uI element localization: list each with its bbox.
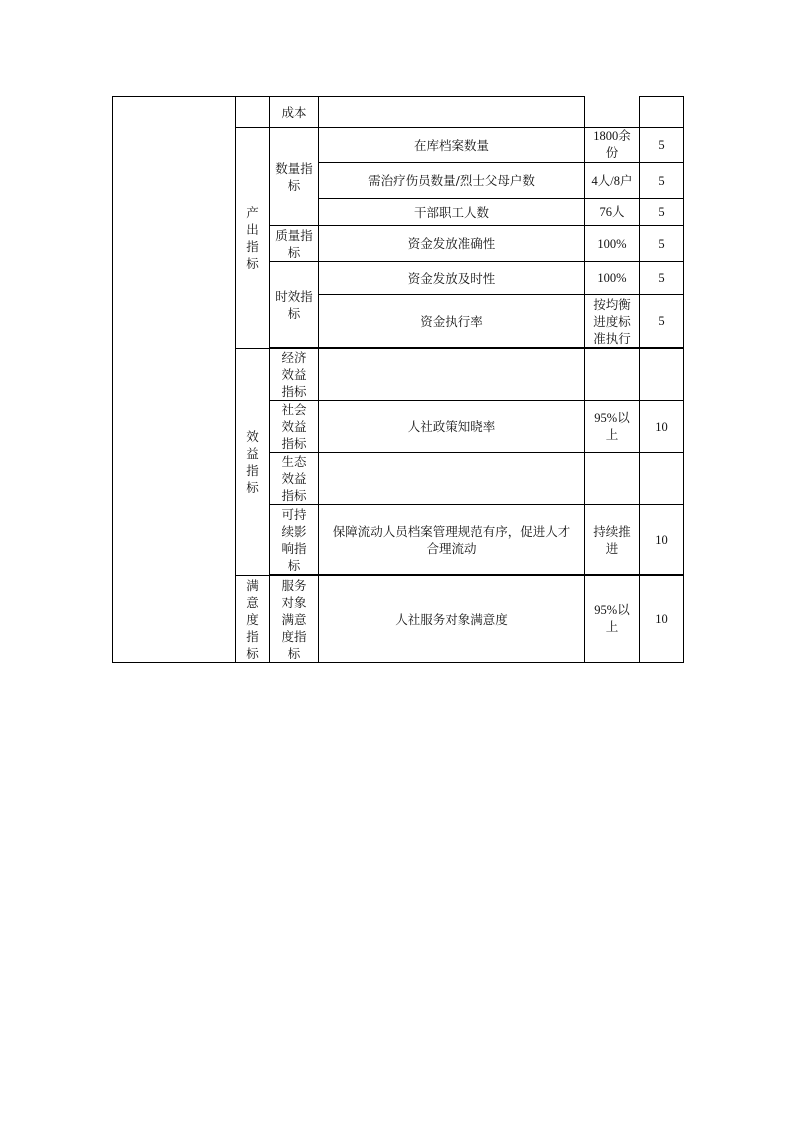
indicator-score: 5 (658, 205, 665, 219)
indicator-value: 4人/8户 (591, 173, 633, 188)
indicator-name: 人社政策知晓率 (407, 419, 496, 434)
indicator-name-cell (319, 199, 585, 226)
indicator-value: 76人 (599, 205, 625, 219)
l3-cell-quality (270, 226, 319, 262)
indicator-name-cell (319, 226, 585, 262)
value-cell (585, 401, 640, 453)
indicator-name-cell (319, 505, 585, 575)
score-cell (640, 505, 684, 575)
l3-label: 数量指标 (275, 160, 313, 193)
indicator-score: 10 (655, 612, 668, 626)
score-cell (640, 163, 684, 199)
l1-label: 产出指标 (246, 205, 259, 271)
table-row (113, 97, 684, 128)
l3-label: 生态效益指标 (281, 454, 307, 503)
value-cell (585, 349, 640, 401)
l1-cell-output (236, 128, 270, 349)
l3-cell-satisfaction (270, 576, 319, 663)
indicator-score: 5 (658, 173, 665, 188)
indicator-name: 在库档案数量 (413, 137, 489, 153)
value-cell (585, 199, 640, 226)
value-cell (585, 262, 640, 295)
l3-cell-quantity (270, 128, 319, 226)
score-cell (640, 97, 684, 128)
l3-label: 成本 (281, 104, 307, 120)
value-cell (585, 505, 640, 575)
indicator-value: 100% (597, 236, 627, 251)
score-cell (640, 401, 684, 453)
indicator-name-cell (319, 295, 585, 348)
l3-cell-social (270, 401, 319, 453)
score-cell (640, 226, 684, 262)
indicator-name-cell (319, 128, 585, 163)
indicator-value: 按均衡进度标准执行 (593, 296, 631, 346)
l3-label: 服务对象满意度指标 (281, 577, 307, 661)
l3-cell-economic (270, 349, 319, 401)
l1-label: 满意度指标 (246, 577, 259, 661)
value-cell (585, 128, 640, 163)
l3-cell-timeliness (270, 262, 319, 348)
indicator-name-cell (319, 349, 585, 401)
indicator-name-cell (319, 401, 585, 453)
indicator-value: 95%以上 (594, 603, 630, 634)
indicator-name: 人社服务对象满意度 (395, 611, 508, 627)
indicator-name: 资金发放及时性 (407, 270, 496, 286)
indicator-name: 资金执行率 (420, 313, 483, 329)
l3-label: 社会效益指标 (281, 402, 307, 451)
indicator-name: 保障流动人员档案管理规范有序，促进人才合理流动 (332, 523, 571, 556)
l2-blank-cell (236, 97, 270, 128)
indicator-value: 100% (597, 271, 627, 285)
indicator-name: 需治疗伤员数量/烈士父母户数 (368, 173, 535, 188)
score-cell (640, 349, 684, 401)
performance-indicator-table (112, 96, 684, 663)
indicator-score: 5 (658, 138, 665, 152)
l3-cell-ecological (270, 453, 319, 505)
indicator-name-cell (319, 453, 585, 505)
indicator-name: 干部职工人数 (413, 204, 489, 220)
l3-label: 时效指标 (275, 288, 313, 321)
indicator-name-cell (319, 97, 585, 128)
indicator-value: 1800余份 (593, 129, 631, 160)
l3-label: 可持续影响指标 (281, 506, 307, 573)
value-cell (585, 453, 640, 505)
score-cell (640, 453, 684, 505)
l3-label: 经济效益指标 (281, 350, 307, 399)
l1-cell-satisfaction (236, 576, 270, 663)
value-cell (585, 163, 640, 199)
indicator-score: 5 (658, 314, 665, 328)
indicator-name-cell (319, 576, 585, 663)
l1-label: 效益指标 (246, 429, 259, 495)
indicator-score: 5 (658, 271, 665, 285)
indicator-value: 95%以上 (594, 410, 630, 442)
value-cell (585, 576, 640, 663)
score-cell (640, 199, 684, 226)
score-cell (640, 295, 684, 348)
l3-label: 质量指标 (275, 227, 313, 260)
l3-cell-sustainable (270, 505, 319, 575)
score-cell (640, 128, 684, 163)
indicator-score: 10 (655, 532, 668, 547)
indicator-score: 10 (655, 419, 668, 434)
value-cell (585, 97, 640, 128)
indicator-name: 资金发放准确性 (407, 236, 496, 251)
value-cell (585, 226, 640, 262)
indicator-name-cell (319, 163, 585, 199)
indicator-value: 持续推进 (593, 523, 631, 556)
value-cell (585, 295, 640, 348)
l1-cell-benefit (236, 349, 270, 576)
score-cell (640, 262, 684, 295)
l3-cell-cost (270, 97, 319, 128)
indicator-score: 5 (658, 236, 665, 251)
indicator-name-cell (319, 262, 585, 295)
score-cell (640, 576, 684, 663)
left-blank-cell (113, 97, 236, 663)
